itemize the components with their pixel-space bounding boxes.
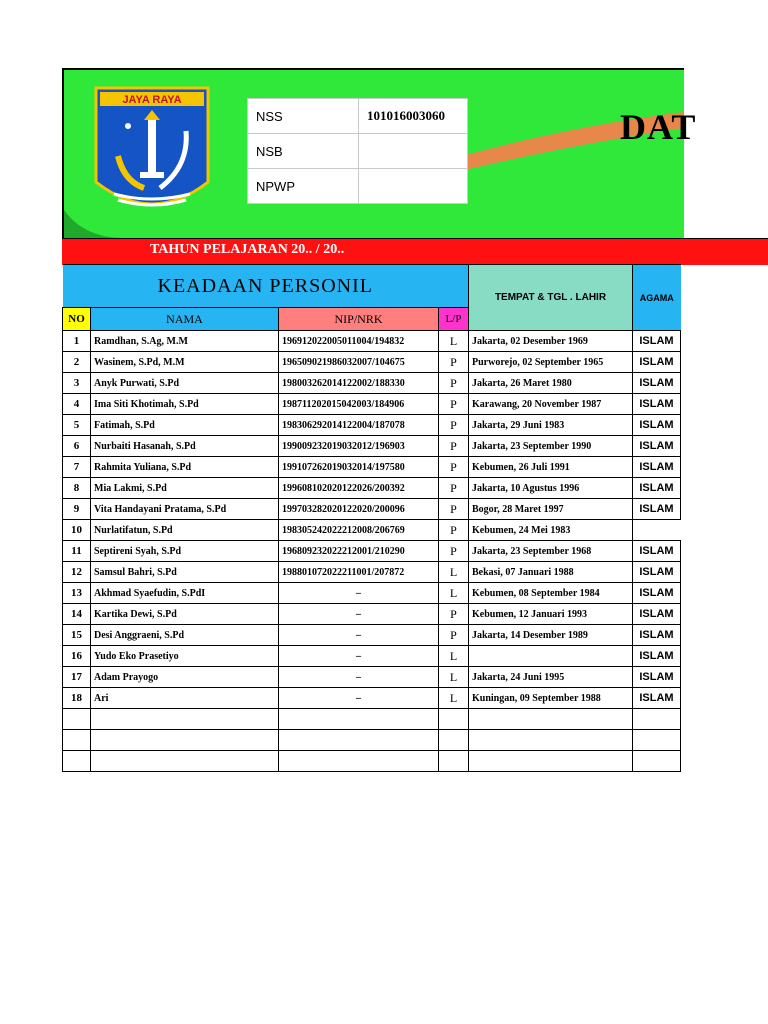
row-number: 1 xyxy=(63,331,91,352)
row-nip: 198306292014122004/187078 xyxy=(279,415,439,436)
row-birth: Bogor, 28 Maret 1997 xyxy=(469,499,633,520)
row-nip: 198305242022212008/206769 xyxy=(279,520,439,541)
row-nip: – xyxy=(279,625,439,646)
table-row xyxy=(63,436,681,457)
row-name: Anyk Purwati, S.Pd xyxy=(91,373,279,394)
row-birth: Jakarta, 23 September 1990 xyxy=(469,436,633,457)
col-header-lp: L/P xyxy=(439,308,469,331)
row-nip xyxy=(279,709,439,730)
row-name xyxy=(91,730,279,751)
row-number: 6 xyxy=(63,436,91,457)
row-name: Ima Siti Khotimah, S.Pd xyxy=(91,394,279,415)
table-row xyxy=(63,457,681,478)
table-row xyxy=(63,709,681,730)
table-row xyxy=(63,373,681,394)
row-gender: P xyxy=(439,415,469,436)
table-row xyxy=(63,415,681,436)
row-number: 11 xyxy=(63,541,91,562)
row-gender: P xyxy=(439,352,469,373)
row-name: Ari xyxy=(91,688,279,709)
row-number: 5 xyxy=(63,415,91,436)
row-birth: Kebumen, 08 September 1984 xyxy=(469,583,633,604)
row-nip: – xyxy=(279,688,439,709)
table-row xyxy=(63,562,681,583)
row-name: Akhmad Syaefudin, S.PdI xyxy=(91,583,279,604)
row-nip: 196509021986032007/104675 xyxy=(279,352,439,373)
row-religion xyxy=(633,709,681,730)
row-religion xyxy=(633,751,681,772)
info-value xyxy=(359,169,468,204)
row-religion: ISLAM xyxy=(633,604,681,625)
row-birth: Jakarta, 29 Juni 1983 xyxy=(469,415,633,436)
row-name: Wasinem, S.Pd, M.M xyxy=(91,352,279,373)
table-row xyxy=(63,331,681,352)
table-row xyxy=(63,667,681,688)
row-religion: ISLAM xyxy=(633,541,681,562)
row-nip: 198711202015042003/184906 xyxy=(279,394,439,415)
row-gender: P xyxy=(439,373,469,394)
row-gender: P xyxy=(439,478,469,499)
row-number: 9 xyxy=(63,499,91,520)
row-number: 2 xyxy=(63,352,91,373)
row-nip: 199703282020122020/200096 xyxy=(279,499,439,520)
row-gender: P xyxy=(439,394,469,415)
table-body xyxy=(63,331,681,772)
row-nip: 196809232022212001/210290 xyxy=(279,541,439,562)
row-religion: ISLAM xyxy=(633,667,681,688)
section-header-row xyxy=(63,265,681,308)
row-gender: L xyxy=(439,688,469,709)
row-number xyxy=(63,709,91,730)
row-nip: 199009232019032012/196903 xyxy=(279,436,439,457)
row-nip: 198801072022211001/207872 xyxy=(279,562,439,583)
col-header-nip: NIP/NRK xyxy=(279,308,439,331)
table-row xyxy=(63,352,681,373)
col-header-tempat: TEMPAT & TGL . LAHIR xyxy=(469,265,633,331)
info-row-nsb xyxy=(248,134,468,169)
row-name: Fatimah, S.Pd xyxy=(91,415,279,436)
row-nip: 196912022005011004/194832 xyxy=(279,331,439,352)
row-religion: ISLAM xyxy=(633,457,681,478)
row-birth: Jakarta, 14 Desember 1989 xyxy=(469,625,633,646)
page-title: DAT xyxy=(620,107,697,147)
row-gender: P xyxy=(439,604,469,625)
row-religion: ISLAM xyxy=(633,436,681,457)
row-nip: – xyxy=(279,646,439,667)
row-name: Rahmita Yuliana, S.Pd xyxy=(91,457,279,478)
row-birth xyxy=(469,751,633,772)
row-name: Adam Prayogo xyxy=(91,667,279,688)
row-nip: 199107262019032014/197580 xyxy=(279,457,439,478)
row-gender: L xyxy=(439,667,469,688)
table-row xyxy=(63,520,681,541)
row-gender: P xyxy=(439,541,469,562)
row-religion xyxy=(633,520,681,541)
table-row xyxy=(63,604,681,625)
row-number: 8 xyxy=(63,478,91,499)
row-religion: ISLAM xyxy=(633,562,681,583)
row-religion: ISLAM xyxy=(633,394,681,415)
row-number: 10 xyxy=(63,520,91,541)
row-birth: Purworejo, 02 September 1965 xyxy=(469,352,633,373)
row-name: Nurbaiti Hasanah, S.Pd xyxy=(91,436,279,457)
row-number: 18 xyxy=(63,688,91,709)
row-name xyxy=(91,751,279,772)
row-birth: Jakarta, 10 Agustus 1996 xyxy=(469,478,633,499)
row-nip xyxy=(279,730,439,751)
row-number xyxy=(63,730,91,751)
info-row-npwp xyxy=(248,169,468,204)
info-label: NSB xyxy=(248,134,359,169)
row-name: Mia Lakmi, S.Pd xyxy=(91,478,279,499)
row-number: 12 xyxy=(63,562,91,583)
row-number: 16 xyxy=(63,646,91,667)
row-religion: ISLAM xyxy=(633,646,681,667)
row-birth: Jakarta, 24 Juni 1995 xyxy=(469,667,633,688)
table-row xyxy=(63,583,681,604)
table-row xyxy=(63,730,681,751)
row-nip xyxy=(279,751,439,772)
row-religion: ISLAM xyxy=(633,583,681,604)
row-gender: P xyxy=(439,499,469,520)
row-number: 17 xyxy=(63,667,91,688)
row-gender xyxy=(439,709,469,730)
row-birth: Kebumen, 26 Juli 1991 xyxy=(469,457,633,478)
year-strip xyxy=(62,238,768,265)
row-gender: L xyxy=(439,562,469,583)
row-name: Nurlatifatun, S.Pd xyxy=(91,520,279,541)
row-nip: – xyxy=(279,583,439,604)
row-name: Yudo Eko Prasetiyo xyxy=(91,646,279,667)
row-number: 14 xyxy=(63,604,91,625)
table-row xyxy=(63,478,681,499)
row-birth xyxy=(469,646,633,667)
header-banner xyxy=(62,68,697,240)
row-nip: – xyxy=(279,667,439,688)
table-row xyxy=(63,499,681,520)
row-number: 7 xyxy=(63,457,91,478)
jaya-raya-logo xyxy=(94,86,210,220)
table-row xyxy=(63,394,681,415)
row-gender: L xyxy=(439,646,469,667)
row-birth: Kebumen, 24 Mei 1983 xyxy=(469,520,633,541)
row-religion: ISLAM xyxy=(633,478,681,499)
row-number: 15 xyxy=(63,625,91,646)
row-birth: Kuningan, 09 September 1988 xyxy=(469,688,633,709)
logo-text: JAYA RAYA xyxy=(122,94,182,106)
row-gender: P xyxy=(439,457,469,478)
row-religion: ISLAM xyxy=(633,499,681,520)
row-number: 13 xyxy=(63,583,91,604)
row-number: 4 xyxy=(63,394,91,415)
col-header-agama: AGAMA xyxy=(633,265,681,331)
row-number: 3 xyxy=(63,373,91,394)
row-name: Kartika Dewi, S.Pd xyxy=(91,604,279,625)
section-title: KEADAAN PERSONIL xyxy=(63,265,469,308)
row-religion: ISLAM xyxy=(633,415,681,436)
personnel-table xyxy=(62,264,681,772)
row-birth: Jakarta, 23 September 1968 xyxy=(469,541,633,562)
row-religion: ISLAM xyxy=(633,625,681,646)
row-nip: – xyxy=(279,604,439,625)
info-label: NPWP xyxy=(248,169,359,204)
row-birth: Karawang, 20 November 1987 xyxy=(469,394,633,415)
row-name: Samsul Bahri, S.Pd xyxy=(91,562,279,583)
row-birth: Jakarta, 02 Desember 1969 xyxy=(469,331,633,352)
info-value: 101016003060 xyxy=(359,99,468,134)
row-birth xyxy=(469,730,633,751)
row-name: Desi Anggraeni, S.Pd xyxy=(91,625,279,646)
table-row xyxy=(63,541,681,562)
row-name: Vita Handayani Pratama, S.Pd xyxy=(91,499,279,520)
school-info-table xyxy=(247,98,468,204)
row-gender xyxy=(439,751,469,772)
row-religion: ISLAM xyxy=(633,373,681,394)
row-name xyxy=(91,709,279,730)
table-row xyxy=(63,688,681,709)
row-name: Septireni Syah, S.Pd xyxy=(91,541,279,562)
row-religion: ISLAM xyxy=(633,331,681,352)
row-name: Ramdhan, S.Ag, M.M xyxy=(91,331,279,352)
table-row xyxy=(63,646,681,667)
row-birth: Bekasi, 07 Januari 1988 xyxy=(469,562,633,583)
row-gender: L xyxy=(439,331,469,352)
row-birth xyxy=(469,709,633,730)
row-religion: ISLAM xyxy=(633,352,681,373)
row-gender xyxy=(439,730,469,751)
col-header-nama: NAMA xyxy=(91,308,279,331)
row-religion xyxy=(633,730,681,751)
row-gender: P xyxy=(439,625,469,646)
info-label: NSS xyxy=(248,99,359,134)
row-birth: Kebumen, 12 Januari 1993 xyxy=(469,604,633,625)
table-row xyxy=(63,751,681,772)
academic-year: TAHUN PELAJARAN 20.. / 20.. xyxy=(150,242,345,257)
row-gender: L xyxy=(439,583,469,604)
info-row-nss xyxy=(248,99,468,134)
row-gender: P xyxy=(439,520,469,541)
row-religion: ISLAM xyxy=(633,688,681,709)
row-number xyxy=(63,751,91,772)
row-birth: Jakarta, 26 Maret 1980 xyxy=(469,373,633,394)
info-value xyxy=(359,134,468,169)
row-nip: 198003262014122002/188330 xyxy=(279,373,439,394)
row-gender: P xyxy=(439,436,469,457)
table-row xyxy=(63,625,681,646)
row-nip: 199608102020122026/200392 xyxy=(279,478,439,499)
col-header-no: NO xyxy=(63,308,91,331)
